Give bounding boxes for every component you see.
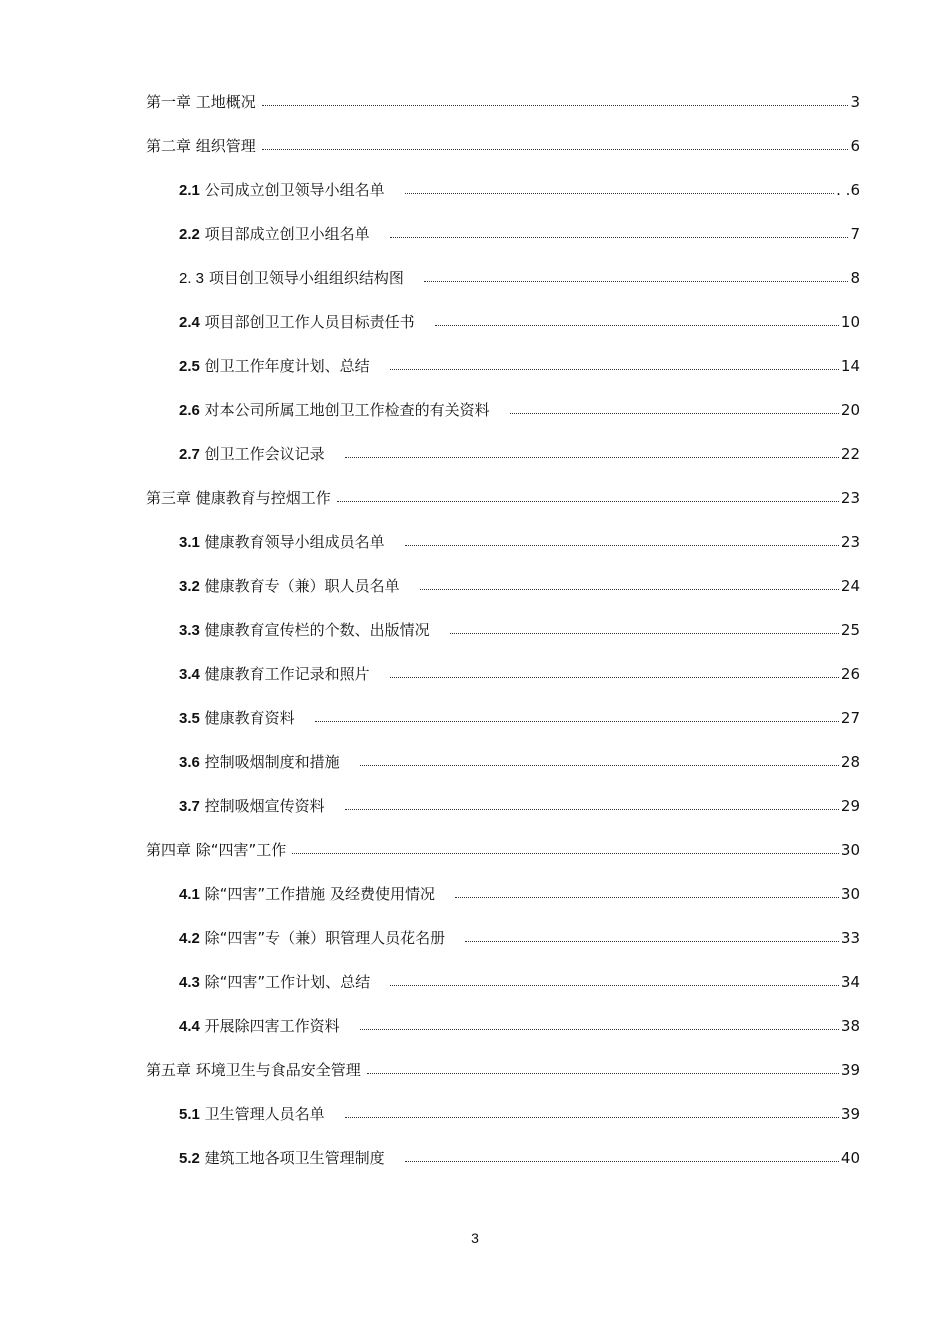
toc-section-entry[interactable] [0,574,950,598]
toc-leader-dots [390,369,839,370]
toc-page-number: 30 [840,885,860,903]
toc-entry-title [179,266,404,291]
toc-section-number: 2.6 [179,402,200,419]
toc-section-title: 控制吸烟宣传资料 [204,797,325,815]
toc-section-entry[interactable] [0,794,950,818]
toc-page-number: 6 [850,137,860,155]
toc-section-number: 3.2 [179,578,200,595]
page-number: 3 [471,1230,479,1246]
toc-section-title: 健康教育宣传栏的个数、出版情况 [204,621,430,639]
toc-entry-title [179,354,370,379]
toc-leader-dots [405,193,834,194]
toc-section-title: 卫生管理人员名单 [204,1105,325,1123]
toc-section-entry[interactable] [0,442,950,466]
toc-leader-dots [450,633,839,634]
toc-page-number: 39 [840,1061,860,1079]
toc-entry-title [179,1014,340,1039]
toc-section-entry[interactable] [0,882,950,906]
toc-entry-title [179,1146,385,1171]
toc-leader-dots [360,765,839,766]
toc-page-number: 3 [850,93,860,111]
toc-chapter-entry[interactable] [0,90,950,114]
toc-section-entry[interactable] [0,706,950,730]
toc-page-number: 22 [840,445,860,463]
toc-page-number: 33 [840,929,860,947]
toc-section-number: 3.3 [179,622,200,639]
toc-section-title: 对本公司所属工地创卫工作检查的有关资料 [204,401,490,419]
toc-section-title: 创卫工作会议记录 [204,445,325,463]
toc-page-number: 34 [840,973,860,991]
toc-section-title: 控制吸烟制度和措施 [204,753,340,771]
toc-leader-dots [337,501,839,502]
toc-section-entry[interactable] [0,926,950,950]
toc-entry-title [146,90,256,114]
toc-section-title: 第四章 除“四害”工作 [146,841,287,859]
toc-entry-title [179,926,445,951]
toc-section-title: 除“四害”工作计划、总结 [204,973,371,991]
toc-section-number: 3.6 [179,754,200,771]
toc-section-title: 建筑工地各项卫生管理制度 [204,1149,385,1167]
toc-section-number: 2.5 [179,358,200,375]
toc-section-number: 3.5 [179,710,200,727]
toc-leader-dots [262,105,848,106]
toc-leader-dots [367,1073,839,1074]
toc-entry-title [179,178,385,203]
toc-section-title: 项目部成立创卫小组名单 [204,225,370,243]
toc-leader-dots [262,149,848,150]
toc-leader-dots [315,721,839,722]
toc-page-number: 40 [840,1149,860,1167]
toc-page-number: 20 [840,401,860,419]
toc-leader-dots [390,677,839,678]
toc-leader-dots [345,809,839,810]
toc-section-number: 2.7 [179,446,200,463]
toc-entry-title [146,1058,361,1082]
toc-leader-dots [405,1161,839,1162]
toc-section-number: 3.1 [179,534,200,551]
toc-section-entry[interactable] [0,662,950,686]
toc-leader-dots [424,281,848,282]
toc-page-number: 29 [840,797,860,815]
toc-section-entry[interactable] [0,354,950,378]
toc-page-number: 7 [850,225,860,243]
toc-section-number: 2.4 [179,314,200,331]
toc-entry-title [179,530,385,555]
toc-chapter-entry[interactable] [0,1058,950,1082]
toc-section-title: 项目创卫领导小组组织结构图 [208,269,404,287]
toc-page-number: 23 [840,533,860,551]
toc-leader-dots [390,985,839,986]
toc-section-number: 5.2 [179,1150,200,1167]
toc-section-number: 2.2 [179,226,200,243]
toc-section-number: 4.1 [179,886,200,903]
toc-section-title: 第二章 组织管理 [146,137,256,155]
toc-section-entry[interactable] [0,310,950,334]
toc-section-title: 健康教育工作记录和照片 [204,665,370,683]
toc-entry-title [179,970,370,995]
toc-section-title: 除“四害”工作措施 及经费使用情况 [204,885,435,903]
toc-section-entry[interactable] [0,1102,950,1126]
toc-section-number: 4.4 [179,1018,200,1035]
toc-page-number: 8 [850,269,860,287]
toc-section-entry[interactable] [0,1146,950,1170]
toc-leader-dots [455,897,839,898]
toc-section-entry[interactable] [0,266,950,290]
toc-section-number: 2. 3 [179,270,205,287]
toc-section-entry[interactable] [0,970,950,994]
toc-entry-title [179,398,490,423]
toc-section-entry[interactable] [0,222,950,246]
toc-section-number: 3.4 [179,666,200,683]
toc-section-title: 除“四害”专（兼）职管理人员花名册 [204,929,446,947]
toc-entry-title [179,222,370,247]
toc-section-number: 4.2 [179,930,200,947]
toc-section-title: 健康教育领导小组成员名单 [204,533,385,551]
toc-entry-title [179,618,430,643]
toc-leader-dots [510,413,839,414]
toc-leader-dots [292,853,839,854]
toc-entry-title [179,310,415,335]
toc-section-title: 健康教育专（兼）职人员名单 [204,577,400,595]
toc-page-number: 30 [840,841,860,859]
toc-section-title: 创卫工作年度计划、总结 [204,357,370,375]
toc-leader-dots [435,325,839,326]
toc-page-number: 25 [840,621,860,639]
toc-leader-dots [420,589,839,590]
toc-chapter-entry[interactable] [0,838,950,862]
toc-section-entry[interactable] [0,530,950,554]
toc-leader-dots [360,1029,839,1030]
toc-leader-dots [390,237,848,238]
toc-section-title: 第三章 健康教育与控烟工作 [146,489,331,507]
toc-section-entry[interactable] [0,1014,950,1038]
toc-entry-title [179,750,340,775]
toc-page-number: 26 [840,665,860,683]
toc-page-number: 24 [840,577,860,595]
toc-leader-dots [345,1117,839,1118]
toc-page-number: . .6 [836,181,860,199]
toc-leader-dots [405,545,839,546]
toc-section-title: 健康教育资料 [204,709,295,727]
toc-entry-title [146,486,331,510]
toc-section-title: 第五章 环境卫生与食品安全管理 [146,1061,361,1079]
toc-section-entry[interactable] [0,618,950,642]
toc-section-title: 公司成立创卫领导小组名单 [204,181,385,199]
toc-chapter-entry[interactable] [0,486,950,510]
toc-section-number: 4.3 [179,974,200,991]
toc-entry-title [146,838,286,862]
toc-leader-dots [345,457,839,458]
toc-page-number: 28 [840,753,860,771]
toc-page-number: 14 [840,357,860,375]
toc-entry-title [179,574,400,599]
toc-entry-title [179,662,370,687]
toc-leader-dots [465,941,839,942]
toc-entry-title [179,794,325,819]
toc-entry-title [179,706,295,731]
toc-page-number: 39 [840,1105,860,1123]
toc-page-number: 10 [840,313,860,331]
toc-section-title: 开展除四害工作资料 [204,1017,340,1035]
toc-section-entry[interactable] [0,178,950,202]
toc-chapter-entry[interactable] [0,134,950,158]
toc-section-number: 3.7 [179,798,200,815]
toc-page-number: 27 [840,709,860,727]
toc-section-number: 2.1 [179,182,200,199]
toc-section-title: 项目部创卫工作人员目标责任书 [204,313,415,331]
toc-page-number: 38 [840,1017,860,1035]
toc-section-entry[interactable] [0,398,950,422]
toc-page-number: 23 [840,489,860,507]
toc-entry-title [179,882,435,907]
toc-entry-title [146,134,256,158]
toc-section-title: 第一章 工地概况 [146,93,256,111]
toc-section-entry[interactable] [0,750,950,774]
toc-entry-title [179,1102,325,1127]
toc-entry-title [179,442,325,467]
toc-section-number: 5.1 [179,1106,200,1123]
